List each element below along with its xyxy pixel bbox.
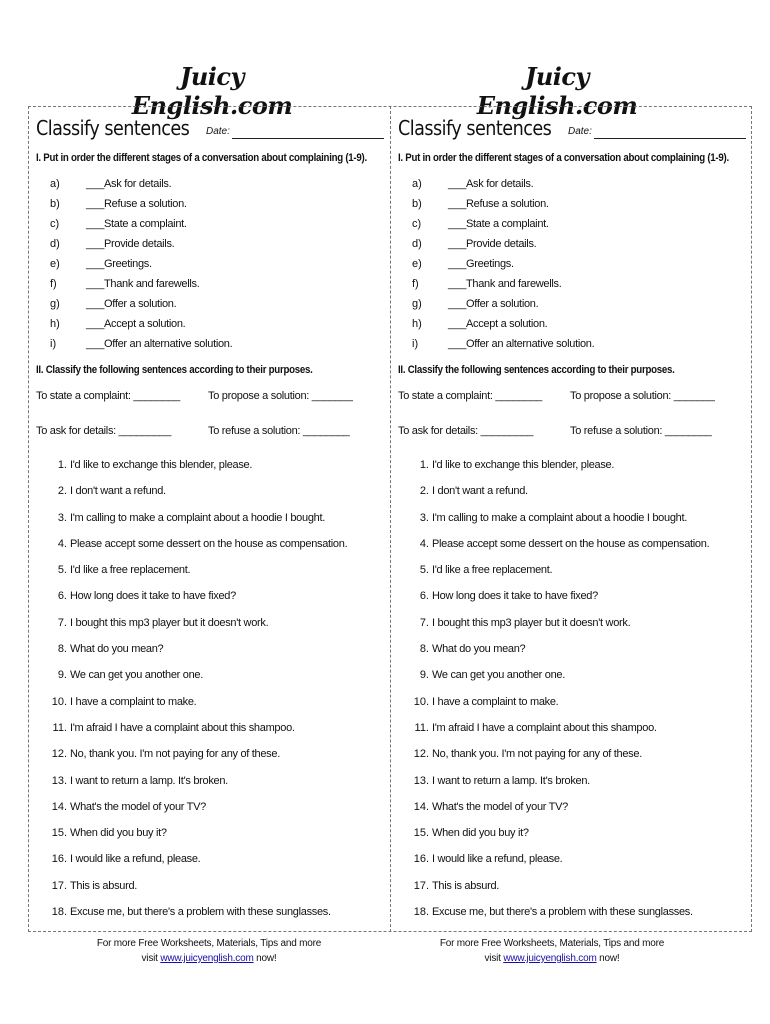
sentence-text: I bought this mp3 player but it doesn't work. bbox=[70, 616, 269, 629]
stage-blank[interactable]: ___ bbox=[86, 178, 105, 190]
stage-blank[interactable]: ___ bbox=[86, 198, 105, 210]
stage-letter: f) bbox=[412, 278, 419, 290]
sentence-number: 7. bbox=[57, 616, 67, 629]
sentence-number: 4. bbox=[419, 537, 429, 550]
stage-letter: i) bbox=[412, 338, 419, 350]
stage-text: Refuse a solution. bbox=[466, 198, 549, 210]
sentence-text: I want to return a lamp. It's broken. bbox=[70, 774, 228, 787]
sentence-text: No, thank you. I'm not paying for any of these. bbox=[70, 748, 280, 761]
stage-text: Accept a solution. bbox=[104, 318, 186, 330]
sentence-text: I have a complaint to make. bbox=[432, 695, 559, 708]
worksheet-title: Classify sentences bbox=[398, 116, 552, 140]
sentence-text: This is absurd. bbox=[432, 879, 500, 892]
sentence-text: What's the model of your TV? bbox=[432, 800, 568, 813]
sentence-number: 13. bbox=[413, 774, 429, 787]
stage-blank[interactable]: ___ bbox=[448, 338, 467, 350]
sentence-number: 1. bbox=[419, 459, 429, 471]
stage-blank[interactable]: ___ bbox=[86, 278, 105, 290]
sentence-text: I'm calling to make a complaint about a hoodie I bought. bbox=[432, 511, 687, 524]
sentence-text: I don't want a refund. bbox=[70, 485, 166, 498]
sentence-number: 8. bbox=[57, 643, 67, 656]
sentence-number: 5. bbox=[57, 564, 67, 577]
sentence-number: 5. bbox=[419, 564, 429, 577]
sentence-number: 13. bbox=[51, 774, 67, 787]
stage-letter: i) bbox=[50, 338, 57, 350]
stage-text: Greetings. bbox=[104, 258, 152, 270]
section1-heading: I. Put in order the different stages of a conversation about complaining (1-9). bbox=[398, 152, 729, 164]
sentence-text: What's the model of your TV? bbox=[70, 800, 206, 813]
worksheet-divider bbox=[390, 106, 391, 932]
sentence-text: I want to return a lamp. It's broken. bbox=[432, 774, 590, 787]
sentence-number: 9. bbox=[419, 669, 429, 682]
date-label: Date: bbox=[568, 126, 592, 137]
section2-heading: II. Classify the following sentences according to their purposes. bbox=[398, 364, 675, 376]
sentence-text: What do you mean? bbox=[432, 643, 526, 656]
stage-letter: c) bbox=[412, 218, 422, 230]
footer-visit: visit bbox=[141, 953, 161, 964]
footer-after: now! bbox=[596, 953, 620, 964]
stage-text: Offer an alternative solution. bbox=[104, 338, 233, 350]
sentence-number: 10. bbox=[413, 695, 429, 708]
footer-after: now! bbox=[253, 953, 277, 964]
stage-letter: e) bbox=[412, 258, 422, 270]
stage-letter: h) bbox=[50, 318, 60, 330]
sentence-text: Excuse me, but there's a problem with these sunglasses. bbox=[432, 906, 693, 919]
date-label: Date: bbox=[206, 126, 230, 137]
purpose-propose-solution: To propose a solution: _______ bbox=[208, 390, 353, 402]
sentence-text: I'd like to exchange this blender, please. bbox=[70, 459, 253, 471]
stage-letter: d) bbox=[50, 238, 60, 250]
sentence-number: 9. bbox=[57, 669, 67, 682]
sentence-number: 6. bbox=[57, 590, 67, 603]
stage-text: Offer a solution. bbox=[104, 298, 177, 310]
stage-letter: c) bbox=[50, 218, 60, 230]
stage-letter: d) bbox=[412, 238, 422, 250]
date-line bbox=[232, 138, 384, 139]
stage-blank[interactable]: ___ bbox=[448, 298, 467, 310]
sentence-text: I'd like a free replacement. bbox=[70, 564, 191, 577]
sentence-number: 14. bbox=[51, 800, 67, 813]
stage-text: Offer a solution. bbox=[466, 298, 539, 310]
sentence-number: 6. bbox=[419, 590, 429, 603]
stage-blank[interactable]: ___ bbox=[448, 198, 467, 210]
sentence-number: 18. bbox=[51, 906, 67, 919]
stage-letter: a) bbox=[50, 178, 60, 190]
sentence-text: I have a complaint to make. bbox=[70, 695, 197, 708]
stage-blank[interactable]: ___ bbox=[448, 218, 467, 230]
sentence-number: 11. bbox=[414, 721, 429, 734]
stage-letter: g) bbox=[50, 298, 60, 310]
sentence-text: Excuse me, but there's a problem with these sunglasses. bbox=[70, 906, 331, 919]
sentence-text: I'm afraid I have a complaint about this shampoo. bbox=[432, 721, 657, 734]
footer-left bbox=[59, 936, 359, 966]
sentence-text: I'd like to exchange this blender, please. bbox=[432, 459, 615, 471]
stage-text: Greetings. bbox=[466, 258, 514, 270]
footer-line1: For more Free Worksheets, Materials, Tips and more bbox=[439, 938, 665, 949]
sentence-number: 14. bbox=[413, 800, 429, 813]
stage-blank[interactable]: ___ bbox=[86, 218, 105, 230]
stage-letter: g) bbox=[412, 298, 422, 310]
sentence-number: 3. bbox=[419, 511, 429, 524]
sentence-text: How long does it take to have fixed? bbox=[70, 590, 236, 603]
date-field[interactable] bbox=[206, 126, 384, 140]
stage-letter: h) bbox=[412, 318, 422, 330]
sentence-text: I'm afraid I have a complaint about this shampoo. bbox=[70, 721, 295, 734]
footer-visit: visit bbox=[484, 953, 504, 964]
worksheet-copy-left bbox=[34, 106, 386, 932]
sentence-text: I bought this mp3 player but it doesn't work. bbox=[432, 616, 631, 629]
sentence-text: I don't want a refund. bbox=[432, 485, 528, 498]
purpose-ask-details: To ask for details: _________ bbox=[398, 425, 534, 437]
stage-blank[interactable]: ___ bbox=[448, 178, 467, 190]
purpose-propose-solution: To propose a solution: _______ bbox=[570, 390, 715, 402]
purpose-state-complaint: To state a complaint: ________ bbox=[36, 390, 180, 402]
stage-blank[interactable]: ___ bbox=[86, 298, 105, 310]
stage-letter: e) bbox=[50, 258, 60, 270]
sentence-text: We can get you another one. bbox=[70, 669, 203, 682]
sentence-number: 18. bbox=[413, 906, 429, 919]
worksheet-copy-right bbox=[396, 106, 748, 932]
purpose-refuse-solution: To refuse a solution: ________ bbox=[570, 425, 712, 437]
stage-text: State a complaint. bbox=[466, 218, 549, 230]
sentence-number: 15. bbox=[51, 827, 67, 840]
sentence-number: 1. bbox=[57, 459, 67, 471]
stage-text: Thank and farewells. bbox=[466, 278, 562, 290]
stage-blank[interactable]: ___ bbox=[448, 278, 467, 290]
section2-heading: II. Classify the following sentences according to their purposes. bbox=[36, 364, 313, 376]
stage-text: Ask for details. bbox=[466, 178, 534, 190]
purpose-refuse-solution: To refuse a solution: ________ bbox=[208, 425, 350, 437]
stage-blank[interactable]: ___ bbox=[86, 238, 105, 250]
sentence-text: No, thank you. I'm not paying for any of these. bbox=[432, 748, 642, 761]
stage-text: Ask for details. bbox=[104, 178, 172, 190]
date-line bbox=[594, 138, 746, 139]
footer-right bbox=[402, 936, 702, 966]
stage-letter: a) bbox=[412, 178, 422, 190]
sentence-number: 17. bbox=[413, 879, 429, 892]
sentence-text: I would like a refund, please. bbox=[432, 853, 563, 866]
sentence-text: When did you buy it? bbox=[70, 827, 167, 840]
sentence-number: 8. bbox=[419, 643, 429, 656]
sentence-number: 4. bbox=[57, 537, 67, 550]
sentence-number: 10. bbox=[51, 695, 67, 708]
stage-blank[interactable]: ___ bbox=[86, 338, 105, 350]
sentence-number: 11. bbox=[52, 721, 67, 734]
footer-line2 bbox=[59, 951, 359, 966]
stage-text: Offer an alternative solution. bbox=[466, 338, 595, 350]
stage-text: Provide details. bbox=[104, 238, 175, 250]
sentence-number: 16. bbox=[413, 853, 429, 866]
date-field[interactable] bbox=[568, 126, 746, 140]
stage-blank[interactable]: ___ bbox=[448, 318, 467, 330]
sentence-text: I'd like a free replacement. bbox=[432, 564, 553, 577]
sentence-text: This is absurd. bbox=[70, 879, 138, 892]
stage-text: Refuse a solution. bbox=[104, 198, 187, 210]
stage-text: State a complaint. bbox=[104, 218, 187, 230]
stage-blank[interactable]: ___ bbox=[448, 238, 467, 250]
stage-text: Provide details. bbox=[466, 238, 537, 250]
footer-line1: For more Free Worksheets, Materials, Tips and more bbox=[96, 938, 322, 949]
stage-letter: b) bbox=[50, 198, 60, 210]
juicy-english-logo: Juicy English.com bbox=[476, 62, 638, 120]
stage-text: Accept a solution. bbox=[466, 318, 548, 330]
sentence-number: 12. bbox=[413, 748, 429, 761]
stage-letter: f) bbox=[50, 278, 57, 290]
sentence-number: 12. bbox=[51, 748, 67, 761]
sentence-number: 7. bbox=[419, 616, 429, 629]
sentence-number: 17. bbox=[51, 879, 67, 892]
sentence-text: We can get you another one. bbox=[432, 669, 565, 682]
sentence-text: How long does it take to have fixed? bbox=[432, 590, 598, 603]
stage-blank[interactable]: ___ bbox=[86, 318, 105, 330]
sentence-text: When did you buy it? bbox=[432, 827, 529, 840]
sentence-text: I would like a refund, please. bbox=[70, 853, 201, 866]
purpose-state-complaint: To state a complaint: ________ bbox=[398, 390, 542, 402]
sentence-number: 2. bbox=[419, 485, 429, 498]
sentence-number: 3. bbox=[57, 511, 67, 524]
sentence-text: What do you mean? bbox=[70, 643, 164, 656]
footer-line2 bbox=[402, 951, 702, 966]
footer-link[interactable]: www.juicyenglish.com bbox=[160, 953, 254, 964]
footer-link[interactable]: www.juicyenglish.com bbox=[503, 953, 597, 964]
worksheet-title: Classify sentences bbox=[36, 116, 190, 140]
stage-blank[interactable]: ___ bbox=[86, 258, 105, 270]
stage-text: Thank and farewells. bbox=[104, 278, 200, 290]
juicy-english-logo: Juicy English.com bbox=[131, 62, 293, 120]
sentence-number: 15. bbox=[413, 827, 429, 840]
purpose-ask-details: To ask for details: _________ bbox=[36, 425, 172, 437]
section1-heading: I. Put in order the different stages of a conversation about complaining (1-9). bbox=[36, 152, 367, 164]
sentence-text: Please accept some dessert on the house as compensation. bbox=[70, 537, 348, 550]
sentence-number: 16. bbox=[51, 853, 67, 866]
sentence-text: I'm calling to make a complaint about a hoodie I bought. bbox=[70, 511, 325, 524]
stage-blank[interactable]: ___ bbox=[448, 258, 467, 270]
sentence-number: 2. bbox=[57, 485, 67, 498]
sentence-text: Please accept some dessert on the house as compensation. bbox=[432, 537, 710, 550]
stage-letter: b) bbox=[412, 198, 422, 210]
